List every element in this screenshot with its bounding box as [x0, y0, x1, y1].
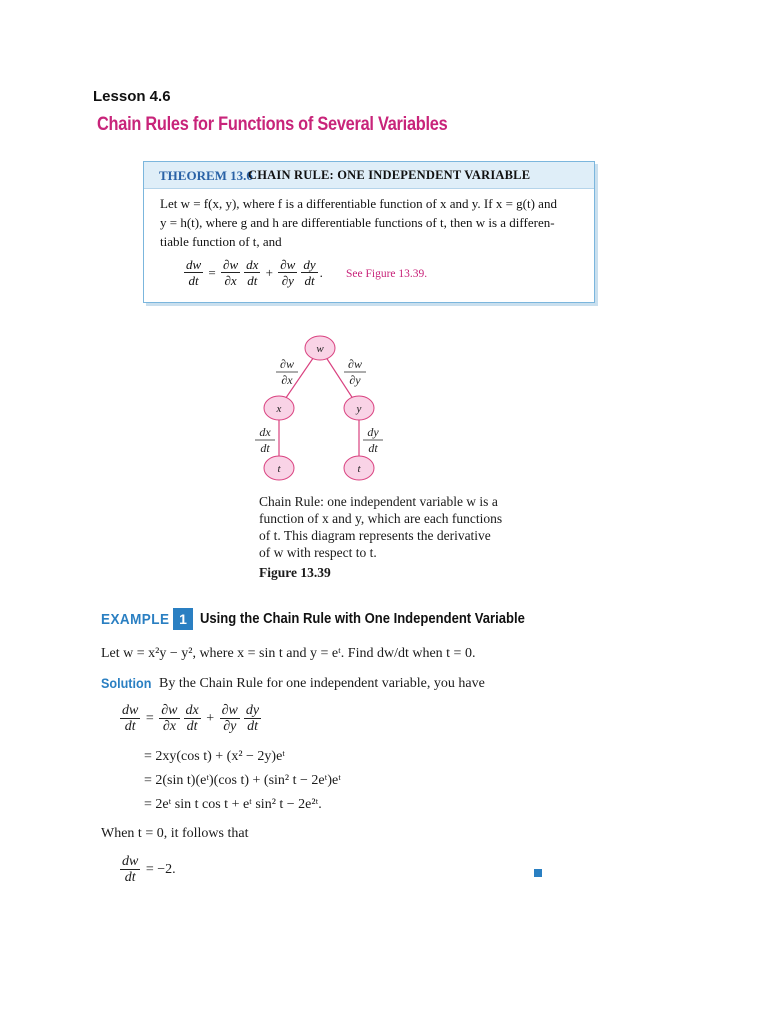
solution-text: By the Chain Rule for one independent variable, you have — [159, 676, 485, 691]
chain-rule-tree-diagram — [250, 328, 410, 488]
example-title: Using the Chain Rule with One Independent Variable — [200, 611, 525, 627]
when-text: When t = 0, it follows that — [101, 826, 249, 841]
final-result: $\frac{dw}{dt}$ = −2. — [122, 854, 176, 885]
edge-label-dt-left: dt — [260, 441, 270, 455]
theorem-number: THEOREM 13.6 — [159, 168, 253, 183]
node-w-label: w — [316, 343, 324, 355]
edge-label-dy-num: dy — [367, 425, 379, 439]
section-title: Chain Rules for Functions of Several Variables — [97, 114, 448, 135]
figure-caption — [259, 493, 549, 561]
node-x-label: x — [276, 403, 282, 415]
theorem-header — [144, 162, 594, 189]
example-number-badge: 1 — [173, 608, 193, 630]
theorem-line-2: y = h(t), where g and h are differentiable functions of t, then w is a differen- — [160, 215, 555, 230]
edge-label-dt-right: dt — [368, 441, 378, 455]
caption-line-2: function of x and y, which are each functions — [259, 511, 503, 526]
example-problem: Let w = x²y − y², where x = sin t and y = eᵗ. Find dw/dt when t = 0. — [101, 646, 476, 661]
caption-line-4: of w with respect to t. — [259, 545, 377, 560]
lesson-label: Lesson 4.6 — [93, 88, 171, 105]
see-figure-note: See Figure 13.39. — [346, 268, 428, 280]
figure-label: Figure 13.39 — [259, 565, 331, 580]
derivation-line-4: = 2eᵗ sin t cos t + eᵗ sin² t − 2e²ᵗ. — [144, 797, 322, 812]
edge-label-dx-num: dx — [259, 425, 271, 439]
derivation-line-1: $\frac{dw}{dt}$ = $\frac{\partial w}{\partial x}$ $\frac{dx}{dt}$ + $\frac{\partial w}{\partial y}$ $\frac{dy}{dt}$ — [122, 703, 260, 734]
node-t-left-label: t — [277, 463, 281, 475]
caption-line-3: of t. This diagram represents the derivative — [259, 528, 491, 543]
derivation-line-3: = 2(sin t)(eᵗ)(cos t) + (sin² t − 2eᵗ)eᵗ — [144, 773, 341, 788]
edge-label-dw-right: ∂w — [348, 357, 362, 371]
theorem-name: CHAIN RULE: ONE INDEPENDENT VARIABLE — [248, 168, 531, 182]
theorem-box — [143, 161, 595, 303]
example-word: EXAMPLE — [101, 611, 170, 628]
node-y-label: y — [356, 403, 362, 415]
edge-label-dw-left: ∂w — [280, 357, 294, 371]
solution-label: Solution — [101, 675, 152, 691]
derivation-line-2: = 2xy(cos t) + (x² − 2y)eᵗ — [144, 749, 285, 764]
theorem-line-1: Let w = f(x, y), where f is a differentiable function of x and y. If x = g(t) and — [160, 196, 557, 211]
edge-label-dy: ∂y — [349, 373, 361, 387]
end-of-example-square-icon — [534, 869, 542, 877]
result-value: = −2. — [145, 862, 176, 877]
theorem-formula: $\frac{dw}{dt}$ = $\frac{\partial w}{\partial x}$ $\frac{dx}{dt}$ + $\frac{\partial w}{\partial y}$ $\frac{dy}{dt}$ . — [186, 257, 323, 288]
caption-line-1: Chain Rule: one independent variable w is a — [259, 494, 498, 509]
theorem-line-3: tiable function of t, and — [160, 234, 282, 249]
edge-label-dx: ∂x — [281, 373, 293, 387]
node-t-right-label: t — [357, 463, 361, 475]
